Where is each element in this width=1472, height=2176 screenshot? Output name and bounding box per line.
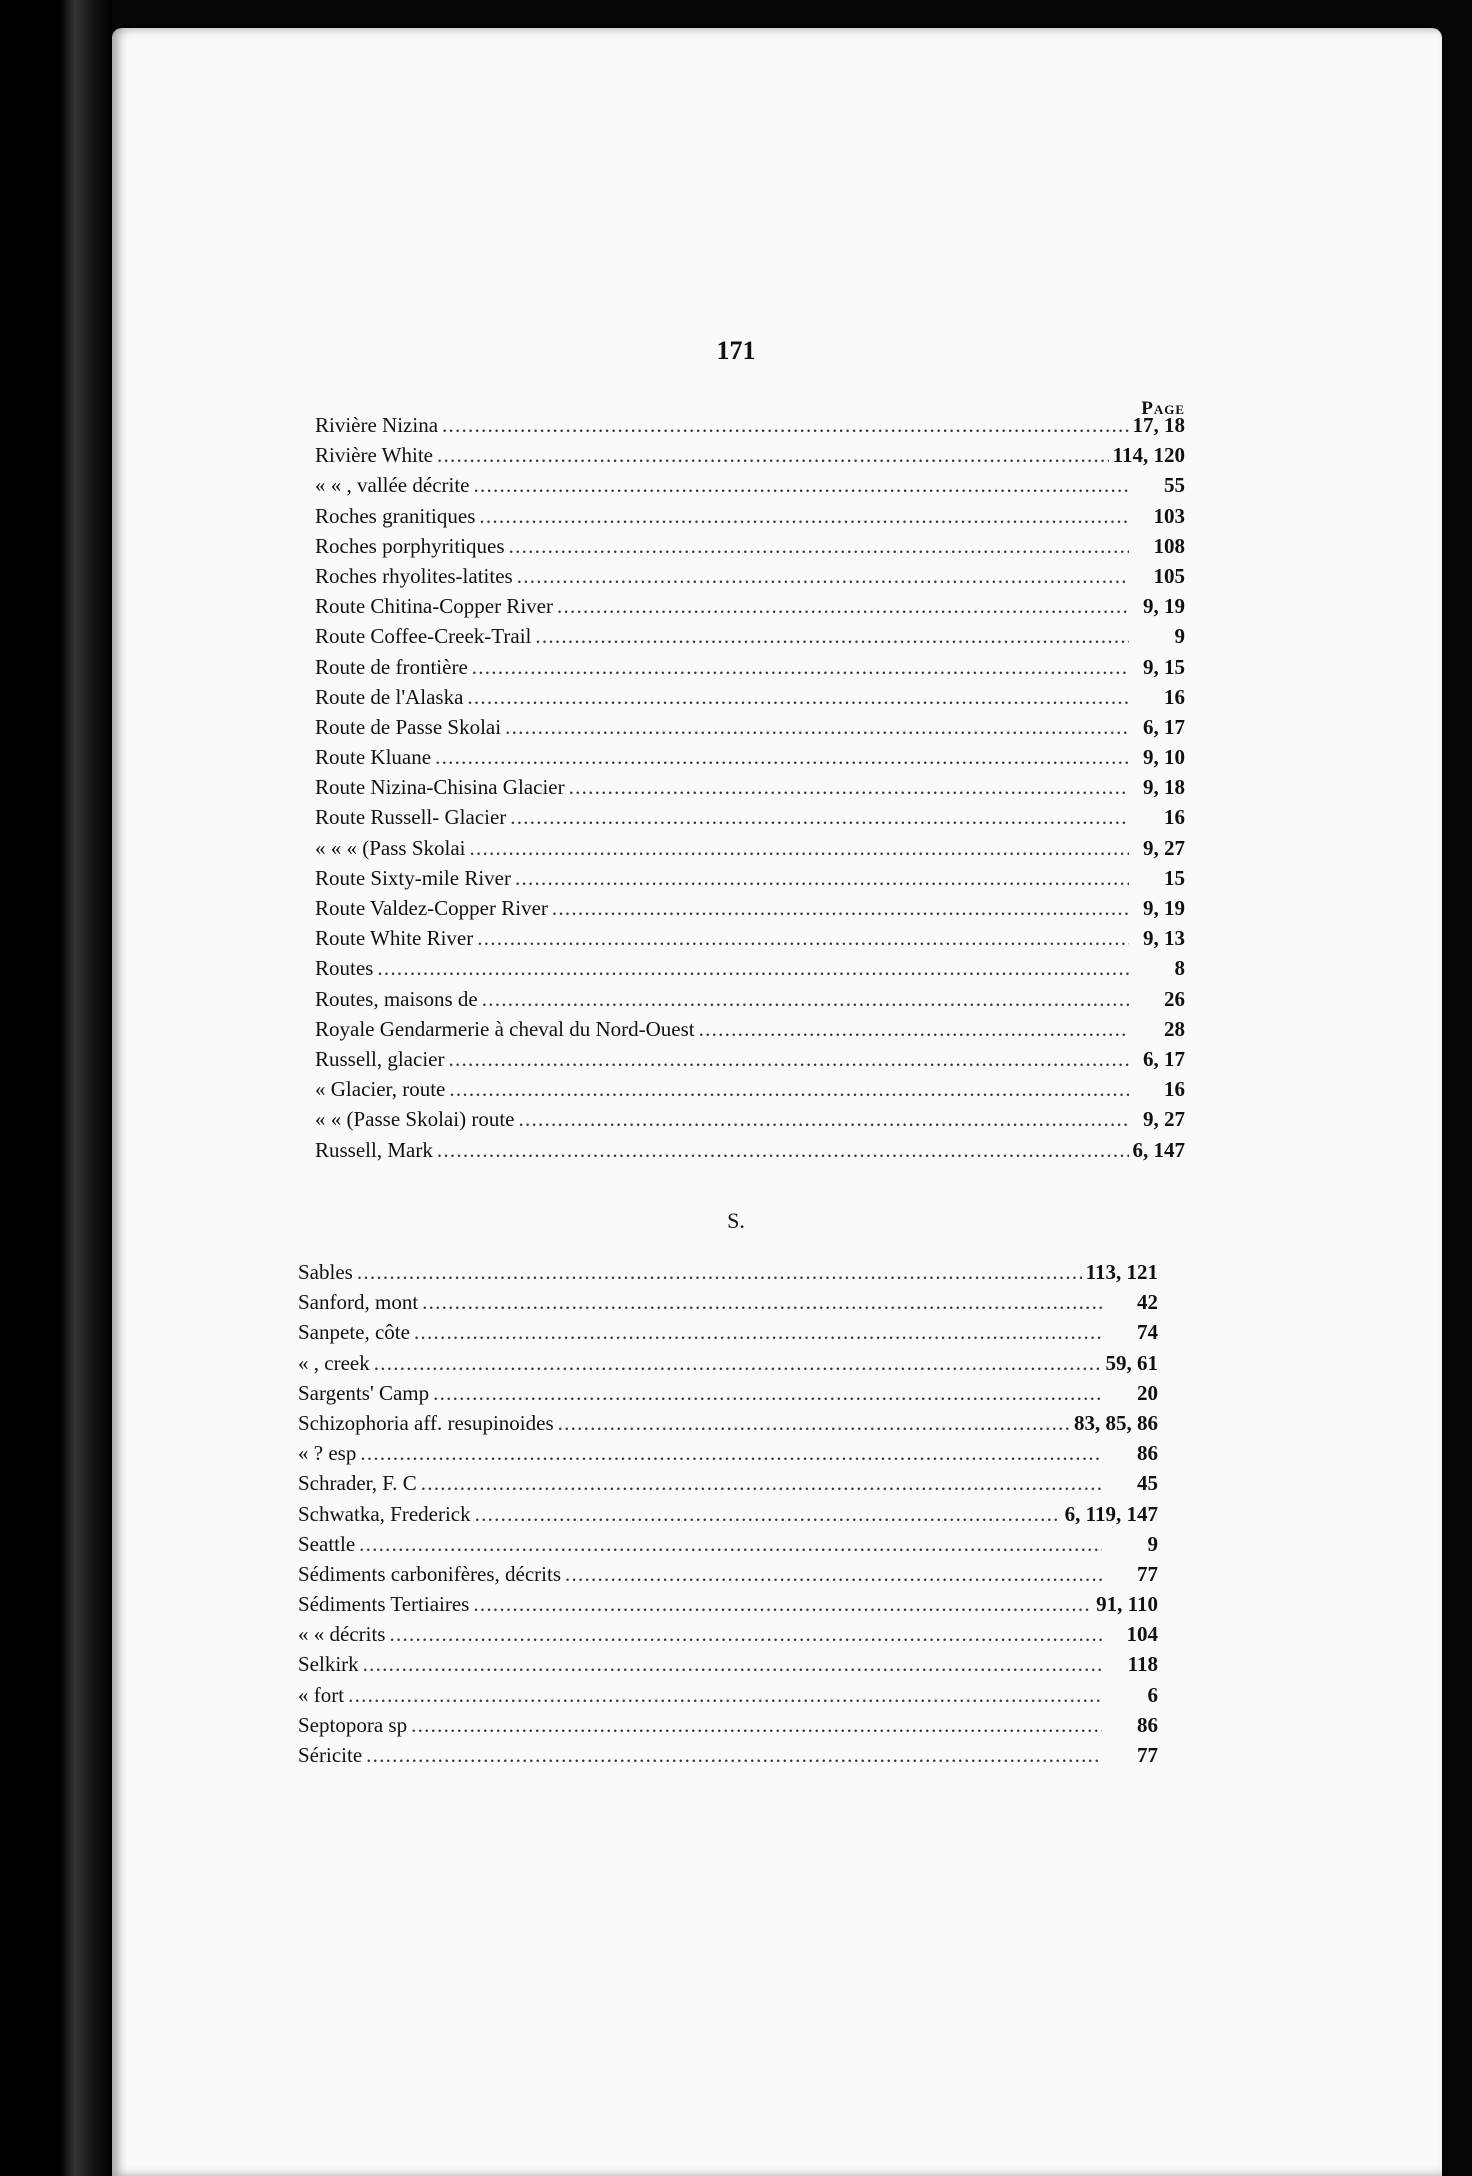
dot-leader [377,953,1129,983]
index-page-refs: 16 [1164,805,1185,830]
index-term: Russell, glacier [315,1046,445,1071]
index-term: Sables [298,1260,353,1284]
index-page-refs: 9, 27 [1143,835,1185,860]
page-column-header: Page [1141,398,1185,419]
index-page-refs: 9, 19 [1143,594,1185,619]
dot-leader [473,1589,1092,1619]
index-entry [315,531,1185,561]
index-entry [315,470,1185,500]
dot-leader [433,1378,1102,1408]
index-term: Schizophoria aff. resupinoides [298,1410,554,1435]
index-term: Roches porphyritiques [315,533,505,558]
index-page-refs: 118 [1127,1652,1158,1677]
index-term: Route White River [315,926,474,951]
index-page-refs: 9, 27 [1143,1107,1185,1132]
dot-leader [422,1287,1102,1317]
index-entry [298,1438,1158,1468]
index-entry [315,984,1185,1014]
index-page-refs: 6 [1147,1682,1158,1707]
index-term: « Glacier, route [315,1077,446,1102]
index-page-refs: 9, 18 [1143,775,1185,800]
index-page-refs: 8 [1174,956,1185,981]
index-page-refs: 86 [1137,1712,1158,1737]
index-entry [315,1074,1185,1104]
dot-leader [517,561,1129,591]
index-term: « « (Passe Skolai) route [315,1107,515,1132]
index-page-refs: 9, 19 [1143,896,1185,920]
index-page-refs: 6, 17 [1143,714,1185,739]
index-page-refs: 83, 85, 86 [1074,1410,1158,1435]
index-page-refs: 6, 147 [1132,1137,1185,1162]
index-entry [298,1740,1158,1770]
dot-leader [448,1044,1129,1074]
index-entry [298,1378,1158,1408]
index-term: « « , vallée décrite [315,473,470,498]
index-section-r [315,396,1185,1165]
index-entry [315,1014,1185,1044]
index-term: Route Nizina-Chisina Glacier [315,775,565,800]
dot-leader [557,591,1129,621]
index-entry [315,923,1185,953]
index-page-refs: 28 [1164,1016,1185,1041]
index-term: Routes [315,956,374,981]
index-entry [315,682,1185,712]
index-term: Sargents' Camp [298,1380,430,1405]
index-entry [315,863,1185,893]
dot-leader [374,1348,1102,1378]
index-entry [315,652,1185,682]
index-term: Sédiments carbonifères, décrits [298,1561,561,1586]
dot-leader [535,621,1129,651]
index-entry [298,1559,1158,1589]
index-page-refs: 16 [1164,1077,1185,1102]
index-term: Russell, Mark [315,1137,433,1162]
dot-leader [505,712,1129,742]
index-term: « « « (Pass Skolai [315,835,466,860]
index-page-refs: 113, 121 [1085,1260,1158,1284]
index-term: Roches granitiques [315,503,476,528]
index-page-refs: 114, 120 [1112,443,1185,468]
index-entry [298,1499,1158,1529]
index-page-refs: 9, 15 [1143,654,1185,679]
dot-leader [482,984,1129,1014]
index-page-refs: 105 [1153,563,1185,588]
index-term: Route Valdez-Copper River [315,896,548,920]
index-term: Route de frontière [315,654,468,679]
dot-leader [389,1619,1102,1649]
index-page-refs: 55 [1164,473,1185,498]
index-page-refs: 77 [1137,1561,1158,1586]
dot-leader [435,742,1129,772]
index-entry [298,1680,1158,1710]
index-page-refs: 104 [1126,1622,1158,1647]
index-page-refs: 15 [1164,865,1185,890]
index-list-r [315,410,1185,1165]
dot-leader [437,1135,1129,1165]
index-entry [298,1287,1158,1317]
index-page-refs: 16 [1164,684,1185,709]
index-entry [315,1135,1185,1165]
dot-leader [366,1740,1102,1770]
dot-leader [475,1499,1061,1529]
index-entry [315,772,1185,802]
index-term: Route Chitina-Copper River [315,594,553,619]
dot-leader [363,1649,1102,1679]
index-entry [315,833,1185,863]
dot-leader [421,1468,1102,1498]
index-page-refs: 86 [1137,1441,1158,1466]
dot-leader [509,531,1129,561]
index-entry [315,621,1185,651]
index-entry [315,440,1185,470]
index-term: Sédiments Tertiaires [298,1592,470,1617]
dot-leader [474,470,1129,500]
index-term: Rivière Nizina [315,413,439,437]
index-page-refs: 6, 119, 147 [1064,1501,1158,1526]
index-entry [298,1649,1158,1679]
index-page-refs: 9 [1174,624,1185,649]
dot-leader [565,1559,1102,1589]
index-entry [298,1710,1158,1740]
index-term: Route Kluane [315,745,432,770]
dot-leader [467,682,1129,712]
dot-leader [479,501,1129,531]
index-term: Septopora sp [298,1712,408,1737]
index-term: Route de Passe Skolai [315,714,502,739]
dot-leader [477,923,1129,953]
page-number: 171 [716,336,756,365]
index-term: Schrader, F. C [298,1471,417,1496]
index-page-refs: 6, 17 [1143,1046,1185,1071]
index-term: Selkirk [298,1652,359,1677]
index-page-refs: 45 [1137,1471,1158,1496]
index-term: « , creek [298,1350,370,1375]
index-entry [315,742,1185,772]
dot-leader [558,1408,1070,1438]
index-page-refs: 20 [1137,1380,1158,1405]
dot-leader [472,652,1129,682]
index-term: Routes, maisons de [315,986,478,1011]
index-entry [298,1468,1158,1498]
index-entry [298,1529,1158,1559]
index-entry [298,1257,1158,1287]
index-term: Route de l'Alaska [315,684,464,709]
index-term: « « décrits [298,1622,386,1647]
index-term: Sanford, mont [298,1290,419,1315]
index-term: Schwatka, Frederick [298,1501,471,1526]
dot-leader [449,1074,1129,1104]
index-page-refs: 59, 61 [1105,1350,1158,1375]
index-term: Route Russell- Glacier [315,805,507,830]
dot-leader [699,1014,1129,1044]
index-entry [298,1348,1158,1378]
dot-leader [437,440,1109,470]
index-entry [298,1408,1158,1438]
index-page-refs: 91, 110 [1096,1592,1158,1617]
index-term: Roches rhyolites-latites [315,563,513,588]
index-term: Sanpete, côte [298,1320,410,1345]
dot-leader [411,1710,1102,1740]
index-page-refs: 77 [1137,1743,1158,1767]
index-entry [315,712,1185,742]
index-entry [315,802,1185,832]
index-page-refs: 103 [1153,503,1185,528]
dot-leader [552,893,1129,923]
dot-leader [357,1257,1082,1287]
index-entry [315,501,1185,531]
index-term: Route Sixty-mile River [315,865,511,890]
index-term: Route Coffee-Creek-Trail [315,624,532,649]
index-page-refs: 108 [1153,533,1185,558]
dot-leader [510,802,1129,832]
index-entry [315,1104,1185,1134]
dot-leader [515,863,1129,893]
dot-leader [518,1104,1129,1134]
index-page-refs: 42 [1137,1290,1158,1315]
dot-leader [414,1317,1102,1347]
index-term: « fort [298,1682,345,1707]
index-page-refs: 74 [1137,1320,1158,1345]
index-term: « ? esp [298,1441,357,1466]
index-entry [298,1589,1158,1619]
index-page-refs: 17, 18 [1132,413,1185,437]
index-entry [298,1317,1158,1347]
book-spine-edge [0,0,112,2176]
dot-leader [569,772,1129,802]
index-page-refs: 9, 10 [1143,745,1185,770]
index-term: Royale Gendarmerie à cheval du Nord-Ouest [315,1016,695,1041]
dot-leader [470,833,1129,863]
index-page-refs: 26 [1164,986,1185,1011]
dot-leader [348,1680,1102,1710]
index-term: Seattle [298,1531,356,1556]
index-term: Séricite [298,1743,363,1767]
dot-leader [359,1529,1102,1559]
section-letter-heading: S. [727,1208,745,1233]
index-entry [315,893,1185,923]
index-entry [315,591,1185,621]
dot-leader [360,1438,1102,1468]
index-page-refs: 9, 13 [1143,926,1185,951]
index-page-refs: 9 [1147,1531,1158,1556]
index-entry [315,1044,1185,1074]
index-section-s [298,1257,1158,1770]
index-entry [315,561,1185,591]
index-term: Rivière White [315,443,433,468]
index-entry [315,953,1185,983]
index-list-s [298,1257,1158,1770]
index-entry [298,1619,1158,1649]
